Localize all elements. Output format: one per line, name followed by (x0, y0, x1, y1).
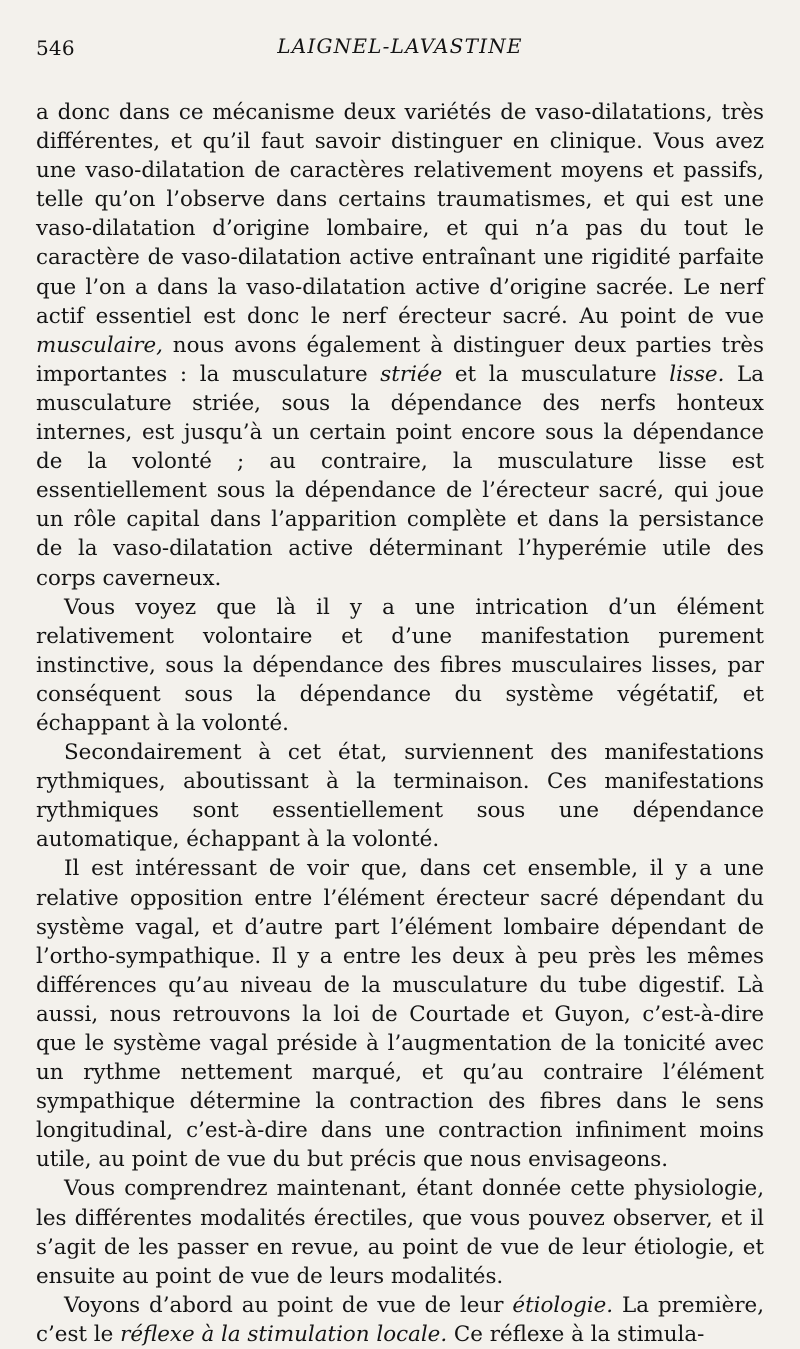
paragraph (36, 98, 764, 593)
paragraph (36, 1174, 764, 1290)
text-run: La musculature striée, sous la dépendance des nerfs honteux internes, est jusqu’à un certain point encore sous la dépendance de la volonté ; au contraire, la musculature lisse est essentiellement sous la dépendance de l’érecteur sacré, qui joue un rôle capital dans l’apparition complète et dans la persistance de la vaso-dilatation active déterminant l’hyperémie utile des corps caverneux. (36, 361, 764, 591)
text-run: Voyons d’abord au point de vue de leur (64, 1292, 513, 1318)
page-number: 546 (36, 36, 75, 60)
text-run: Secondairement à cet état, surviennent des manifestations rythmiques, aboutissant à la terminaison. Ces manifestations rythmiques sont essentiellement sous une dépendance automatique, échappant à la volonté. (36, 740, 764, 853)
text-run: nous avons également à distinguer deux parties très importantes : la musculature (36, 332, 764, 387)
paragraph (36, 593, 764, 738)
text-run: Vous voyez que là il y a une intrication d’un élément relativement volontaire et d’une manifestation purement instinctive, sous la dépendance des fibres musculaires lisses, par conséquent sous la dépendance du système végétatif, et échappant à la volonté. (36, 594, 764, 736)
text-run: Ce réflexe à la stimula- (447, 1321, 705, 1347)
italic-run: musculaire, (36, 332, 163, 358)
running-head: LAIGNEL-LAVASTINE (277, 34, 523, 58)
paragraph (36, 738, 764, 854)
text-run: Vous comprendrez maintenant, étant donnée cette physiologie, les différentes modalités érectiles, que vous pouvez observer, et il s’agit de les passer en revue, au point de vue de leur étiologie, et ensuite au point de vue de leurs modalités. (36, 1176, 764, 1289)
text-run: et la musculature (442, 361, 670, 387)
italic-run: réflexe à la stimulation locale. (120, 1321, 448, 1347)
paragraph (36, 854, 764, 1174)
italic-run: striée (380, 361, 443, 387)
italic-run: étiologie. (512, 1292, 614, 1318)
italic-run: lisse. (669, 361, 725, 387)
text-run: La première, c’est le (36, 1292, 765, 1347)
page-body (36, 98, 764, 1349)
page-header (36, 26, 764, 60)
text-run: Il est intéressant de voir que, dans cet ensemble, il y a une relative opposition entre l’élément érecteur sacré dépendant du système vagal, et d’autre part l’élément lombaire dépendant de l’ortho-sympathique. Il y a entre les deux à peu près les mêmes différences qu’au niveau de la musculature du tube digestif. Là aussi, nous retrouvons la loi de Courtade et Guyon, c’est-à-dire que le système vagal préside à l’augmentation de la tonicité avec un rythme nettement marqué, et qu’au contraire l’élément sympathique détermine la contraction des fibres dans le sens longitudinal, c’est-à-dire dans une contraction infiniment moins utile, au point de vue du but précis que nous envisageons. (36, 856, 764, 1173)
text-run: a donc dans ce mécanisme deux variétés de vaso-dilatations, très différentes, et qu’il faut savoir distinguer en clinique. Vous avez une vaso-dilatation de caractères relativement moyens et passifs, telle qu’on l’observe dans certains traumatismes, et qui est une vaso-dilatation d’origine lombaire, et qui n’a pas du tout le caractère de vaso-dilatation active entraînant une rigidité parfaite que l’on a dans la vaso-dilatation active d’origine sacrée. Le nerf actif essentiel est donc le nerf érecteur sacré. Au point de vue (36, 100, 764, 329)
paragraph (36, 1291, 764, 1349)
